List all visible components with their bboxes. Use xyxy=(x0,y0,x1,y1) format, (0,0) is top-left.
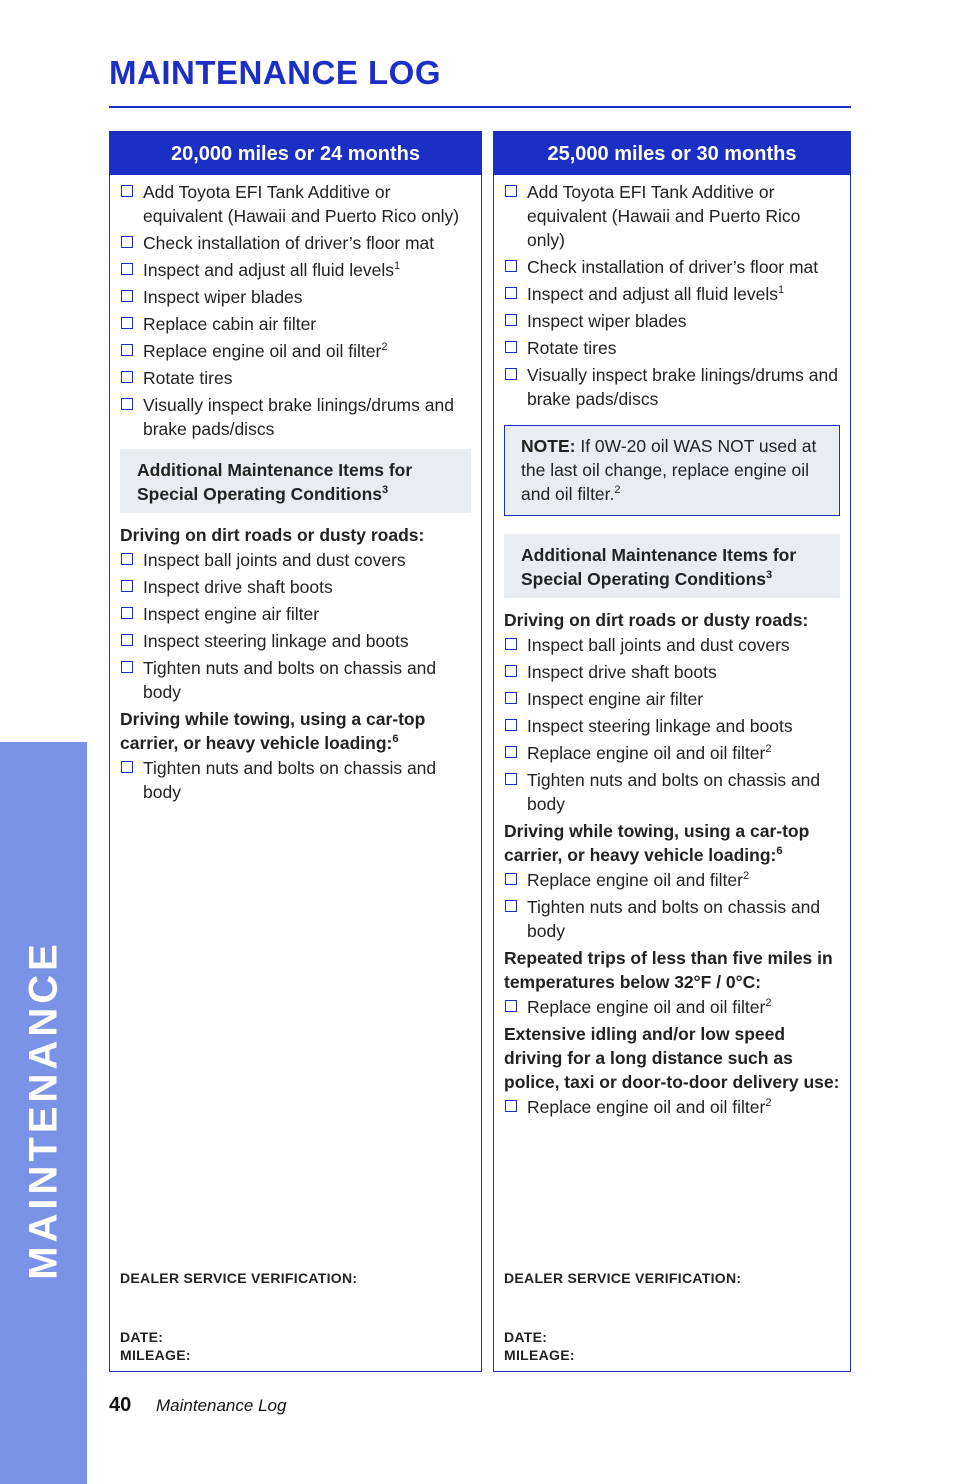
checkbox[interactable] xyxy=(505,287,517,299)
checklist-item xyxy=(504,1095,840,1119)
checklist-item xyxy=(504,633,840,657)
additional-items-heading xyxy=(504,534,840,598)
item-text: Replace engine oil and oil filter xyxy=(527,743,766,763)
side-tab-label: MAINTENANCE xyxy=(21,940,66,1280)
mileage-label: MILEAGE: xyxy=(120,1347,191,1363)
checklist-item xyxy=(504,895,840,943)
item-text: Visually inspect brake linings/drums and brake pads/discs xyxy=(527,365,838,409)
footnote-ref: 6 xyxy=(776,845,783,858)
dealer-verification-label: DEALER SERVICE VERIFICATION: xyxy=(120,1270,358,1286)
checklist-item xyxy=(504,687,840,711)
checkbox[interactable] xyxy=(121,661,133,673)
condition-heading-text: Driving while towing, using a car-top carrier, or heavy vehicle loading: xyxy=(504,821,810,865)
item-text: Rotate tires xyxy=(143,368,233,388)
item-text: Check installation of driver’s floor mat xyxy=(527,257,819,277)
condition-heading-text: Repeated trips of less than five miles in temperatures below 32°F / 0°C: xyxy=(504,948,833,992)
condition-heading xyxy=(504,819,840,867)
checklist-item-label xyxy=(527,995,840,1019)
checklist-item-label xyxy=(143,393,471,441)
special-conditions xyxy=(504,608,840,1119)
item-text: Replace engine oil and filter xyxy=(527,870,743,890)
item-text: Inspect engine air filter xyxy=(527,689,704,709)
item-text: Inspect and adjust all fluid levels xyxy=(143,260,394,280)
date-label: DATE: xyxy=(120,1329,164,1345)
condition-heading xyxy=(120,707,471,755)
checklist-item-label xyxy=(527,741,840,765)
checklist-item-label xyxy=(527,687,840,711)
item-text: Add Toyota EFI Tank Additive or equivalent (Hawaii and Puerto Rico only) xyxy=(527,182,801,250)
checklist-item xyxy=(120,656,471,704)
item-text: Inspect ball joints and dust covers xyxy=(143,550,406,570)
checklist-item xyxy=(120,393,471,441)
item-text: Inspect wiper blades xyxy=(527,311,687,331)
checklist-item xyxy=(504,282,840,306)
checkbox[interactable] xyxy=(505,185,517,197)
additional-items-heading xyxy=(120,449,471,513)
checklist-item xyxy=(504,714,840,738)
item-text: Replace engine oil and oil filter xyxy=(143,341,382,361)
checklist-item-label xyxy=(527,309,840,333)
footnote-ref: 2 xyxy=(742,870,750,883)
item-text: Replace engine oil and oil filter xyxy=(527,1097,766,1117)
page-title: MAINTENANCE LOG xyxy=(109,54,441,91)
item-text: Add Toyota EFI Tank Additive or equivalent (Hawaii and Puerto Rico only) xyxy=(143,182,460,226)
item-text: Replace cabin air filter xyxy=(143,314,317,334)
dealer-verification-label: DEALER SERVICE VERIFICATION: xyxy=(504,1270,742,1286)
checklist-item-label xyxy=(527,895,840,943)
condition-heading-text: Driving on dirt roads or dusty roads: xyxy=(120,525,425,545)
checklist-item xyxy=(504,309,840,333)
item-text: Tighten nuts and bolts on chassis and body xyxy=(527,770,821,814)
footnote-ref: 2 xyxy=(765,743,772,756)
column-header: 20,000 miles or 24 months xyxy=(110,132,481,175)
checklist-item xyxy=(120,548,471,572)
checklist-item-label xyxy=(527,868,840,892)
item-text: Tighten nuts and bolts on chassis and body xyxy=(527,897,821,941)
condition-heading-text: Extensive idling and/or low speed driving for a long distance such as police, taxi or door-to-door delivery use: xyxy=(504,1024,840,1092)
checklist-item-label xyxy=(143,575,471,599)
condition-heading-text: Driving on dirt roads or dusty roads: xyxy=(504,610,809,630)
item-text: Replace engine oil and oil filter xyxy=(527,997,766,1017)
item-text: Check installation of driver’s floor mat xyxy=(143,233,435,253)
special-conditions xyxy=(120,523,471,804)
checklist-item xyxy=(504,868,840,892)
checkbox[interactable] xyxy=(121,317,133,329)
checkbox[interactable] xyxy=(505,692,517,704)
checkbox[interactable] xyxy=(505,314,517,326)
checkbox[interactable] xyxy=(121,236,133,248)
title-divider xyxy=(109,106,851,108)
checklist-item-label xyxy=(527,633,840,657)
checklist xyxy=(504,180,840,411)
footnote-ref: 1 xyxy=(393,260,401,273)
note-label: NOTE: xyxy=(521,436,576,456)
checkbox[interactable] xyxy=(121,290,133,302)
item-text: Inspect steering linkage and boots xyxy=(143,631,409,651)
checkbox[interactable] xyxy=(121,371,133,383)
item-text: Inspect steering linkage and boots xyxy=(527,716,793,736)
condition-heading xyxy=(504,608,840,632)
checkbox[interactable] xyxy=(505,900,517,912)
mileage-label: MILEAGE: xyxy=(504,1347,575,1363)
checkbox[interactable] xyxy=(505,773,517,785)
item-text: Inspect and adjust all fluid levels xyxy=(527,284,778,304)
note-text: If 0W-20 oil WAS NOT used at the last oil change, replace engine oil and oil filter. xyxy=(521,436,817,504)
condition-heading-text: Driving while towing, using a car-top carrier, or heavy vehicle loading: xyxy=(120,709,426,753)
item-text: Inspect drive shaft boots xyxy=(143,577,333,597)
item-text: Inspect wiper blades xyxy=(143,287,303,307)
checklist-item xyxy=(120,366,471,390)
item-text: Inspect ball joints and dust covers xyxy=(527,635,790,655)
checklist-item xyxy=(504,363,840,411)
checkbox[interactable] xyxy=(505,260,517,272)
checklist-item xyxy=(120,756,471,804)
checklist-item-label xyxy=(527,363,840,411)
checkbox[interactable] xyxy=(121,398,133,410)
checklist-item-label xyxy=(527,714,840,738)
checkbox[interactable] xyxy=(121,553,133,565)
checklist-item-label xyxy=(527,768,840,816)
condition-heading xyxy=(504,946,840,994)
checkbox[interactable] xyxy=(505,719,517,731)
checkbox[interactable] xyxy=(505,665,517,677)
item-text: Visually inspect brake linings/drums and brake pads/discs xyxy=(143,395,454,439)
column-body xyxy=(494,175,850,1119)
checklist-item xyxy=(120,339,471,363)
checklist xyxy=(120,180,471,441)
item-text: Tighten nuts and bolts on chassis and body xyxy=(143,758,437,802)
checkbox[interactable] xyxy=(121,761,133,773)
note-box xyxy=(504,425,840,516)
footnote-ref: 3 xyxy=(382,484,389,497)
interval-column-25000 xyxy=(493,131,851,1372)
checklist-item-label xyxy=(143,548,471,572)
date-label: DATE: xyxy=(504,1329,548,1345)
checklist-item-label xyxy=(527,336,840,360)
checklist-item-label xyxy=(527,282,840,306)
column-header: 25,000 miles or 30 months xyxy=(494,132,850,175)
checklist-item-label xyxy=(143,756,471,804)
checklist-item-label xyxy=(143,231,471,255)
checklist-item-label xyxy=(527,180,840,252)
footnote-ref: 2 xyxy=(765,1097,772,1110)
column-body xyxy=(110,175,481,804)
checklist-item xyxy=(120,231,471,255)
checklist-item-label xyxy=(143,312,471,336)
item-text: Inspect engine air filter xyxy=(143,604,320,624)
checklist-item xyxy=(504,995,840,1019)
item-text: Rotate tires xyxy=(527,338,617,358)
checklist-item-label xyxy=(143,339,471,363)
checklist-item xyxy=(504,768,840,816)
checklist-item-label xyxy=(143,285,471,309)
checklist-item xyxy=(120,629,471,653)
checklist-item xyxy=(120,258,471,282)
checklist-item-label xyxy=(143,258,471,282)
checkbox[interactable] xyxy=(121,185,133,197)
checklist-item xyxy=(504,255,840,279)
interval-column-20000 xyxy=(109,131,482,1372)
checklist-item-label xyxy=(143,180,471,228)
checklist-item xyxy=(120,312,471,336)
item-text: Tighten nuts and bolts on chassis and body xyxy=(143,658,437,702)
checkbox[interactable] xyxy=(505,873,517,885)
checklist-item xyxy=(120,285,471,309)
checkbox[interactable] xyxy=(505,1000,517,1012)
page-number: 40 xyxy=(109,1394,132,1416)
checklist-item-label xyxy=(143,629,471,653)
footnote-ref: 2 xyxy=(765,997,772,1010)
condition-heading xyxy=(504,1022,840,1094)
additional-items-text: Additional Maintenance Items for Special Operating Conditions xyxy=(521,545,797,589)
checkbox[interactable] xyxy=(505,368,517,380)
checkbox[interactable] xyxy=(121,580,133,592)
checkbox[interactable] xyxy=(505,1100,517,1112)
checklist-item-label xyxy=(143,602,471,626)
checkbox[interactable] xyxy=(121,607,133,619)
footnote-ref: 1 xyxy=(777,284,785,297)
footnote-ref: 2 xyxy=(614,484,621,497)
checkbox[interactable] xyxy=(121,634,133,646)
checkbox[interactable] xyxy=(505,638,517,650)
checklist-item xyxy=(504,741,840,765)
checklist-item xyxy=(120,602,471,626)
checkbox[interactable] xyxy=(121,263,133,275)
checkbox[interactable] xyxy=(121,344,133,356)
checklist-item-label xyxy=(143,656,471,704)
footnote-ref: 3 xyxy=(766,569,773,582)
checklist-item xyxy=(120,575,471,599)
footer-label: Maintenance Log xyxy=(156,1396,287,1415)
footnote-ref: 2 xyxy=(381,341,388,354)
checkbox[interactable] xyxy=(505,746,517,758)
checklist-item-label xyxy=(527,1095,840,1119)
checkbox[interactable] xyxy=(505,341,517,353)
additional-items-text: Additional Maintenance Items for Special Operating Conditions xyxy=(137,460,413,504)
checklist-item-label xyxy=(527,660,840,684)
checklist-item-label xyxy=(143,366,471,390)
footnote-ref: 6 xyxy=(392,733,399,746)
checklist-item xyxy=(120,180,471,228)
checklist-item xyxy=(504,180,840,252)
checklist-item xyxy=(504,336,840,360)
item-text: Inspect drive shaft boots xyxy=(527,662,717,682)
checklist-item xyxy=(504,660,840,684)
condition-heading xyxy=(120,523,471,547)
checklist-item-label xyxy=(527,255,840,279)
